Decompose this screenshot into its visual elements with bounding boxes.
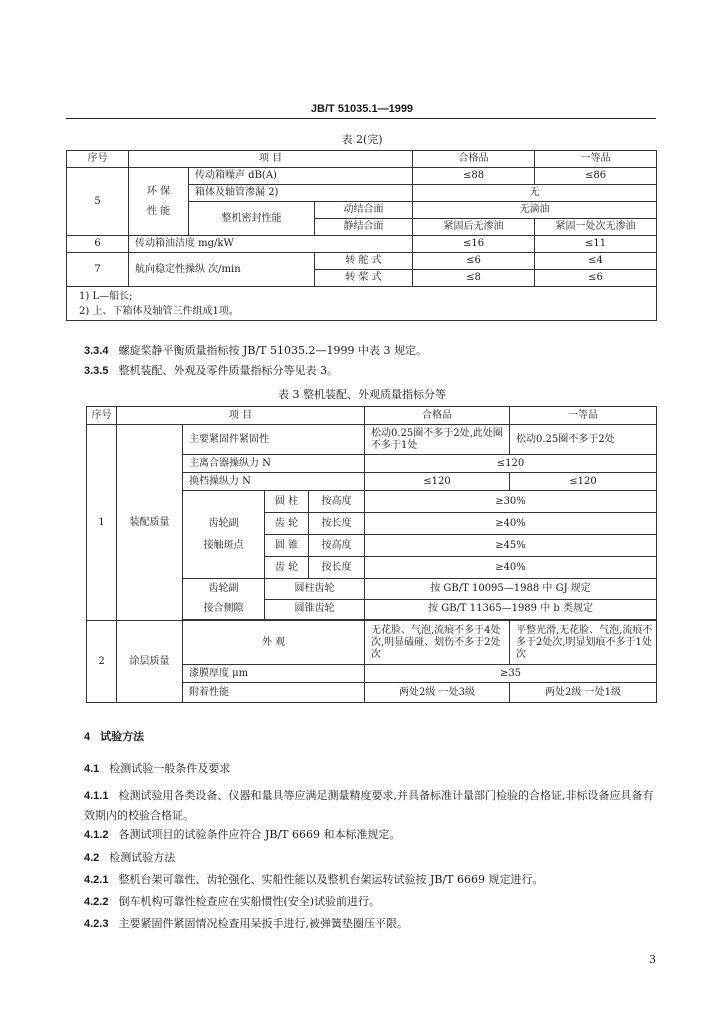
t3-fast-q: 松动0.25圈不多于2处,此处圈不多于1处 bbox=[365, 425, 510, 455]
para-3-3-5: 3.3.5 整机装配、外观及零件质量指标分等见表 3。 bbox=[84, 364, 338, 377]
t2-prop-q: ≤8 bbox=[413, 270, 535, 287]
t2-prop-label: 转 桨 式 bbox=[315, 270, 413, 287]
t2-r6-seq: 6 bbox=[67, 236, 129, 253]
t2-turn-label: 转 舵 式 bbox=[315, 253, 413, 270]
t3-r2-seq: 2 bbox=[87, 621, 117, 703]
header-rule bbox=[66, 118, 656, 119]
t3-c4-b: 按长度 bbox=[309, 557, 365, 579]
t3-c1-b: 按高度 bbox=[309, 491, 365, 513]
t3-fast-label: 主要紧固件紧固性 bbox=[183, 425, 365, 455]
standard-header: JB/T 51035.1—1999 bbox=[310, 103, 414, 115]
section-4-heading: 4 试验方法 bbox=[84, 731, 145, 743]
t2-note-2: 2) 上、下箱体及轴管三件组成1项。 bbox=[79, 305, 239, 317]
page-number: 3 bbox=[649, 953, 656, 966]
t3-thick-label: 漆膜厚度 μm bbox=[183, 665, 365, 683]
t2-leak-label: 箱体及轴管渗漏 2) bbox=[189, 185, 413, 202]
t3-appear-f: 平整光滑,无花脸、气泡,流痕不多于2处次,明显划痕不多于1处次 bbox=[510, 621, 657, 665]
para-3-3-4: 3.3.4 螺旋桨静平衡质量指标按 JB/T 51035.2—1999 中表 3 规定。 bbox=[84, 344, 427, 357]
t3-c4-a: 齿 轮 bbox=[265, 557, 309, 579]
t2-r5-seq: 5 bbox=[67, 168, 129, 236]
table2 bbox=[66, 150, 657, 321]
t3-r2-group: 涂层质量 bbox=[117, 621, 183, 703]
para-4-2-2: 4.2.2 倒车机构可靠性检查应在实船惯性(安全)试验前进行。 bbox=[84, 895, 381, 908]
t2-header-qualified: 合格品 bbox=[413, 151, 535, 168]
t2-noise-f: ≤86 bbox=[535, 168, 657, 185]
t3-clutch-label: 主离合器操纵力 N bbox=[183, 455, 365, 473]
t3-header-seq: 序号 bbox=[87, 407, 117, 425]
t3-b1-v: 按 GB/T 10095—1988 中 GJ 规定 bbox=[365, 579, 657, 600]
t2-turn-q: ≤6 bbox=[413, 253, 535, 270]
t3-c2-a: 齿 轮 bbox=[265, 513, 309, 535]
t2-noise-label: 传动箱噪声 dB(A) bbox=[189, 168, 413, 185]
t3-thick-val: ≥35 bbox=[365, 665, 657, 683]
t3-shift-q: ≤120 bbox=[365, 473, 510, 491]
t2-r7-seq: 7 bbox=[67, 253, 129, 287]
t3-adh-q: 两处2级 一处3级 bbox=[365, 683, 510, 703]
t2-track-label: 航向稳定性操纵 次/min bbox=[129, 253, 315, 287]
t3-appear-label: 外 观 bbox=[183, 621, 365, 665]
t2-header-first: 一等品 bbox=[535, 151, 657, 168]
t2-header-seq: 序号 bbox=[67, 151, 129, 168]
t3-fast-f: 松动0.25圈不多于2处 bbox=[510, 425, 657, 455]
t3-adh-label: 附着性能 bbox=[183, 683, 365, 703]
table3 bbox=[86, 406, 657, 703]
t2-oil-label: 传动箱油洁度 mg/kW bbox=[129, 236, 413, 253]
t2-noise-q: ≤88 bbox=[413, 168, 535, 185]
t2-r5-group: 环 保 性 能 bbox=[129, 168, 189, 236]
t3-clutch-val: ≤120 bbox=[365, 455, 657, 473]
t3-shift-f: ≤120 bbox=[510, 473, 657, 491]
t3-appear-q: 无花脸、气泡,流痕不多于4处次,明显磕碰、划伤不多于2处次 bbox=[365, 621, 510, 665]
t3-backlash-group: 齿轮副 接合侧隙 bbox=[183, 579, 265, 620]
t3-contact-group: 齿轮副 接触斑点 bbox=[183, 491, 265, 579]
t3-header-qualified: 合格品 bbox=[365, 407, 510, 425]
t3-header-item: 项 目 bbox=[117, 407, 365, 425]
para-4-2-1: 4.2.1 整机台架可靠性、齿轮强化、实船性能以及整机台架运转试验按 JB/T 6669 规定进行。 bbox=[84, 873, 544, 886]
t2-oil-f: ≤11 bbox=[535, 236, 657, 253]
t2-turn-f: ≤4 bbox=[535, 253, 657, 270]
t3-c4-v: ≥40% bbox=[365, 557, 657, 579]
t2-header-item: 项 目 bbox=[129, 151, 413, 168]
t3-c2-v: ≥40% bbox=[365, 513, 657, 535]
t2-static-f: 紧固一处次无渗油 bbox=[535, 219, 657, 236]
t3-c1-a: 圆 柱 bbox=[265, 491, 309, 513]
t3-shift-label: 换档操纵力 N bbox=[183, 473, 365, 491]
para-4-2: 4.2 检测试验方法 bbox=[84, 851, 176, 864]
t2-static-label: 静结合面 bbox=[315, 219, 413, 236]
t2-dyn-val: 无滴油 bbox=[413, 202, 657, 219]
t3-c2-b: 按长度 bbox=[309, 513, 365, 535]
t3-c3-a: 圆 锥 bbox=[265, 535, 309, 557]
t2-oil-q: ≤16 bbox=[413, 236, 535, 253]
t2-static-q: 紧固后无渗油 bbox=[413, 219, 535, 236]
t3-r1-seq: 1 bbox=[87, 425, 117, 621]
table3-caption: 表 3 整机装配、外观质量指标分等 bbox=[278, 388, 446, 401]
t2-prop-f: ≤6 bbox=[535, 270, 657, 287]
t3-c3-v: ≥45% bbox=[365, 535, 657, 557]
t3-r1-group: 装配质量 bbox=[117, 425, 183, 621]
t2-seal-label: 整机密封性能 bbox=[189, 202, 315, 236]
para-4-1-2: 4.1.2 各测试项目的试验条件应符合 JB/T 6669 和本标准规定。 bbox=[84, 828, 401, 841]
t2-leak-val: 无 bbox=[413, 185, 657, 202]
t3-b2-v: 按 GB/T 11365—1989 中 b 类规定 bbox=[365, 599, 657, 620]
t3-c3-b: 按高度 bbox=[309, 535, 365, 557]
t3-adh-f: 两处2级 一处1级 bbox=[510, 683, 657, 703]
para-4-1-1: 4.1.1 检测试验用各类设备、仪器和量具等应满足测量精度要求,并具备标准计量部门检验的合格证,非标设备应具备有效期内的校验合格证。 bbox=[84, 789, 654, 822]
t3-header-first: 一等品 bbox=[510, 407, 657, 425]
table2-caption: 表 2(完) bbox=[341, 133, 383, 146]
t3-b1-a: 圆柱齿轮 bbox=[265, 579, 365, 600]
para-4-1: 4.1 检测试验一般条件及要求 bbox=[84, 762, 231, 775]
t2-note-1: 1) L—船长; bbox=[79, 290, 133, 302]
t3-b2-a: 圆锥齿轮 bbox=[265, 599, 365, 620]
t2-dyn-label: 动结合面 bbox=[315, 202, 413, 219]
t2-notes bbox=[67, 287, 657, 321]
para-4-2-3: 4.2.3 主要紧固件紧固情况检查用呆扳手进行,被弹簧垫圈压平限。 bbox=[84, 917, 408, 930]
t3-c1-v: ≥30% bbox=[365, 491, 657, 513]
